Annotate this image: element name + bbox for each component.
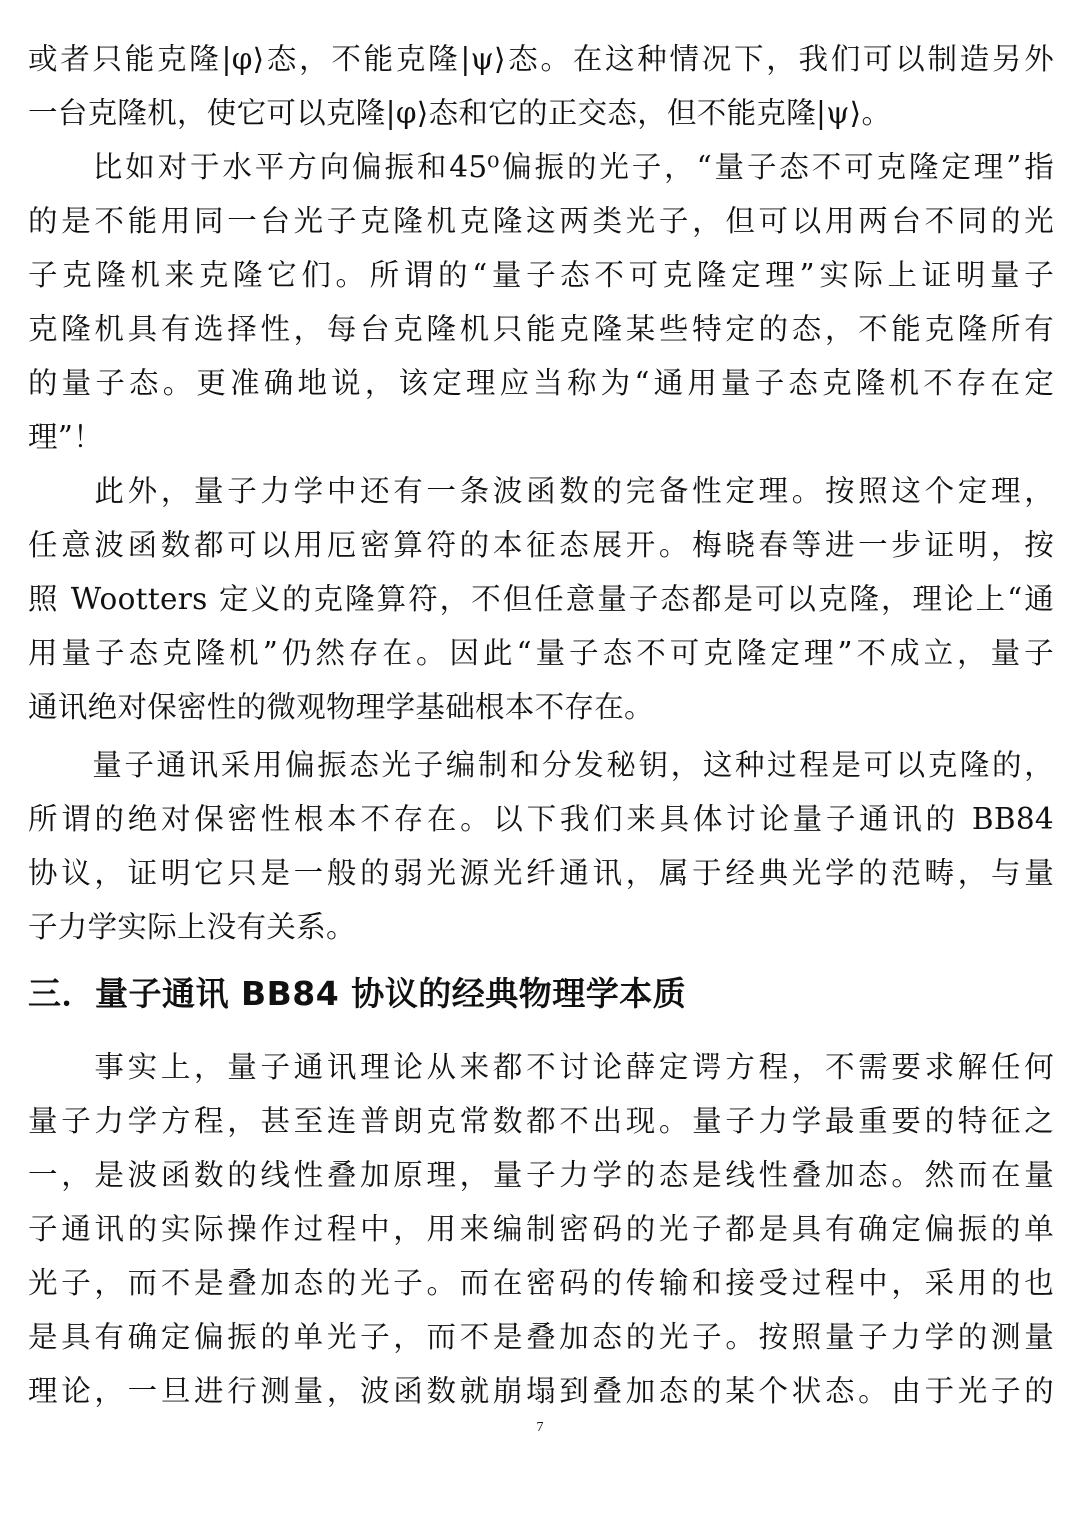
text-line: 量子力学方程，甚至连普朗克常数都不出现。量子力学最重要的特征之 (28, 1104, 1054, 1138)
text-line: 量子通讯采用偏振态光子编制和分发秘钥，这种过程是可以克隆的， (28, 748, 1054, 782)
text-line: 光子，而不是叠加态的光子。而在密码的传输和接受过程中，采用的也 (28, 1266, 1054, 1300)
text-line: 一台克隆机，使它可以克隆|φ⟩态和它的正交态，但不能克隆|ψ⟩。 (28, 96, 892, 130)
text-line: 照 Wootters 定义的克隆算符，不但任意量子态都是可以克隆，理论上“通 (28, 582, 1054, 616)
text-line: 协议，证明它只是一般的弱光源光纤通讯，属于经典光学的范畴，与量 (28, 856, 1054, 890)
text-line: 此外，量子力学中还有一条波函数的完备性定理。按照这个定理， (28, 474, 1054, 508)
section-heading: 三．量子通讯 BB84 协议的经典物理学本质 (28, 974, 687, 1013)
text-line: 的量子态。更准确地说，该定理应当称为“通用量子态克隆机不存在定 (28, 366, 1054, 400)
text-line: 任意波函数都可以用厄密算符的本征态展开。梅晓春等进一步证明，按 (28, 528, 1054, 562)
text-line: 是具有确定偏振的单光子，而不是叠加态的光子。按照量子力学的测量 (28, 1320, 1054, 1354)
page-number: 7 (536, 1420, 544, 1435)
text-line: 子通讯的实际操作过程中，用来编制密码的光子都是具有确定偏振的单 (28, 1212, 1054, 1246)
text-line: 通讯绝对保密性的微观物理学基础根本不存在。 (28, 690, 654, 724)
text-line: 用量子态克隆机”仍然存在。因此“量子态不可克隆定理”不成立，量子 (28, 636, 1054, 670)
text-line: 事实上，量子通讯理论从来都不讨论薛定谔方程，不需要求解任何 (28, 1050, 1054, 1084)
text-line: 一，是波函数的线性叠加原理，量子力学的态是线性叠加态。然而在量 (28, 1158, 1054, 1192)
text-line: 比如对于水平方向偏振和45⁰偏振的光子，“量子态不可克隆定理”指 (28, 150, 1054, 184)
text-line: 理论，一旦进行测量，波函数就崩塌到叠加态的某个状态。由于光子的 (28, 1374, 1054, 1408)
text-line: 的是不能用同一台光子克隆机克隆这两类光子，但可以用两台不同的光 (28, 204, 1054, 238)
text-line: 或者只能克隆|φ⟩态，不能克隆|ψ⟩态。在这种情况下，我们可以制造另外 (28, 42, 1054, 76)
text-line: 子克隆机来克隆它们。所谓的“量子态不可克隆定理”实际上证明量子 (28, 258, 1054, 292)
text-line: 理”！ (28, 420, 103, 454)
text-line: 所谓的绝对保密性根本不存在。以下我们来具体讨论量子通讯的 BB84 (28, 802, 1054, 836)
text-line: 克隆机具有选择性，每台克隆机只能克隆某些特定的态，不能克隆所有 (28, 312, 1054, 346)
text-line: 子力学实际上没有关系。 (28, 910, 356, 944)
